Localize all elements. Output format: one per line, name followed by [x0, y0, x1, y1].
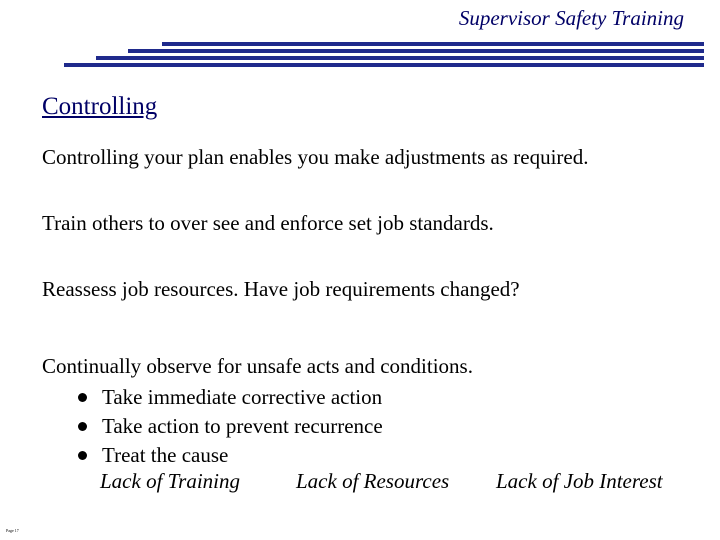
- bullet-list: [78, 383, 383, 470]
- list-item: [78, 441, 383, 470]
- bullet-text: Take immediate corrective action: [102, 385, 383, 409]
- cause-training: Lack of Training: [100, 469, 241, 493]
- bullet-dot-icon: [78, 393, 87, 402]
- paragraph-reassess: Reassess job resources. Have job requirements changed?: [42, 277, 520, 301]
- cause-resources: Lack of Resources: [296, 469, 450, 493]
- paragraph-observe: Continually observe for unsafe acts and conditions.: [42, 354, 473, 378]
- page-number: Page 17: [6, 528, 19, 533]
- header-rule-top: [162, 42, 704, 46]
- paragraph-controlling: Controlling your plan enables you make adjustments as required.: [42, 145, 589, 169]
- list-item: [78, 412, 383, 441]
- bullet-dot-icon: [78, 422, 87, 431]
- header-rule-lower: [96, 56, 704, 60]
- bullet-dot-icon: [78, 451, 87, 460]
- cause-job-interest: Lack of Job Interest: [496, 469, 663, 493]
- list-item: [78, 383, 383, 412]
- header-rule-middle: [128, 49, 704, 53]
- bullet-text: Take action to prevent recurrence: [102, 414, 383, 438]
- paragraph-train-others: Train others to over see and enforce set job standards.: [42, 211, 494, 235]
- header-title: Supervisor Safety Training: [458, 6, 684, 30]
- slide-heading: Controlling: [42, 93, 158, 120]
- bullet-text: Treat the cause: [102, 443, 229, 467]
- header-rule-bottom: [64, 63, 704, 67]
